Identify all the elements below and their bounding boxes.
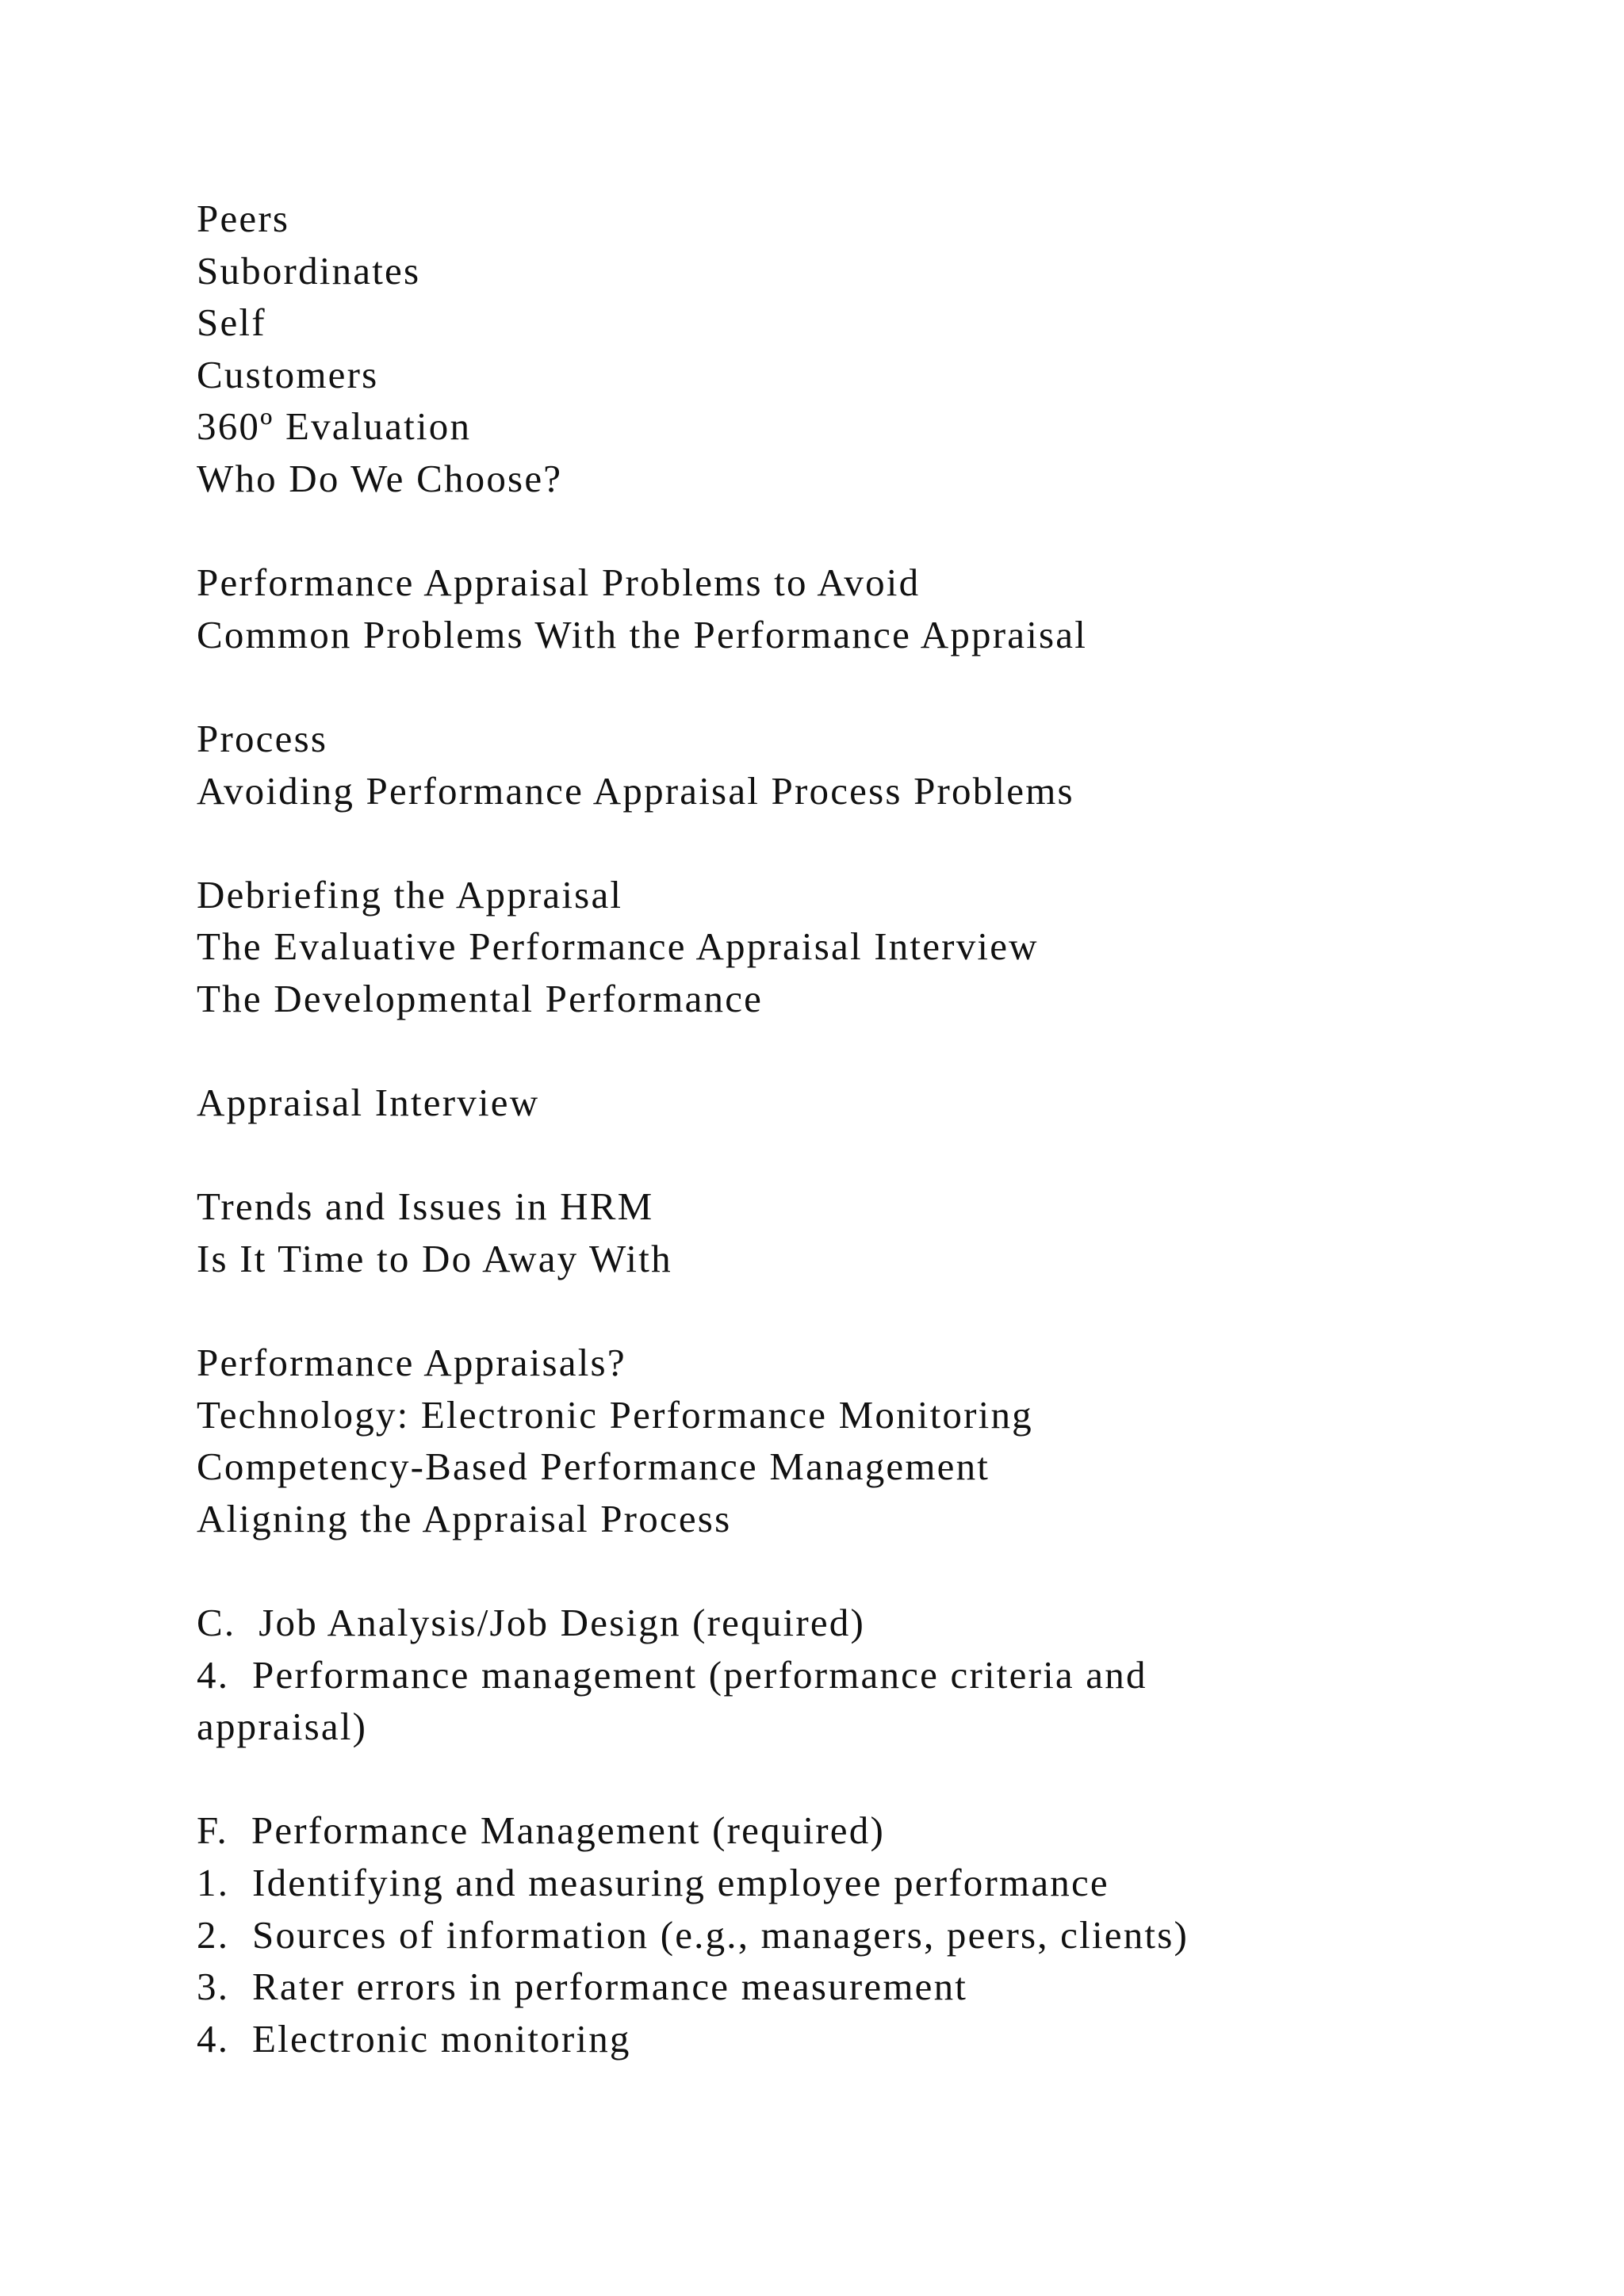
text-line: Performance Appraisal Problems to Avoid [197,561,921,605]
text-line: 360º Evaluation [197,404,472,449]
text-line: 2. Sources of information (e.g., managers, peers, clients) [197,1912,1189,1957]
text-line: Competency-Based Performance Management [197,1445,990,1489]
text-line: 3. Rater errors in performance measurement [197,1965,968,2009]
text-line: F. Performance Management (required) [197,1808,885,1853]
text-line: Performance Appraisals? [197,1341,626,1385]
blank-line [197,1025,1545,1077]
text-line: Avoiding Performance Appraisal Process Problems [197,768,1074,813]
text-line: Self [197,300,266,345]
text-line: Peers [197,197,290,240]
text-line: Customers [197,352,379,396]
text-line: 4. Electronic monitoring [197,2016,631,2061]
blank-line [197,1129,1545,1181]
text-line: Technology: Electronic Performance Monitoring [197,1392,1033,1437]
text-line: Appraisal Interview [197,1081,540,1125]
text-line: Subordinates [197,248,421,293]
text-line: Common Problems With the Performance Appraisal [197,612,1088,656]
text-line: 4. Performance management (performance criteria and [197,1652,1147,1697]
blank-line [197,1753,1545,1805]
text-line: Process [197,716,328,760]
text-line: Trends and Issues in HRM [197,1184,654,1229]
text-line: C. Job Analysis/Job Design (required) [197,1601,866,1645]
blank-line [197,1544,1545,1597]
blank-line [197,660,1545,713]
text-line: 1. Identifying and measuring employee performance [197,1861,1109,1904]
text-line: appraisal) [197,1705,368,1749]
text-line: Is It Time to Do Away With [197,1236,672,1280]
text-line: The Evaluative Performance Appraisal Interview [197,924,1039,969]
text-line: Who Do We Choose? [197,456,563,500]
blank-line [197,1284,1545,1337]
text-line: Debriefing the Appraisal [197,872,623,916]
text-line: The Developmental Performance [197,976,764,1020]
blank-line [197,817,1545,869]
blank-line [197,505,1545,557]
document-text [197,193,1545,2064]
text-line: Aligning the Appraisal Process [197,1496,732,1540]
